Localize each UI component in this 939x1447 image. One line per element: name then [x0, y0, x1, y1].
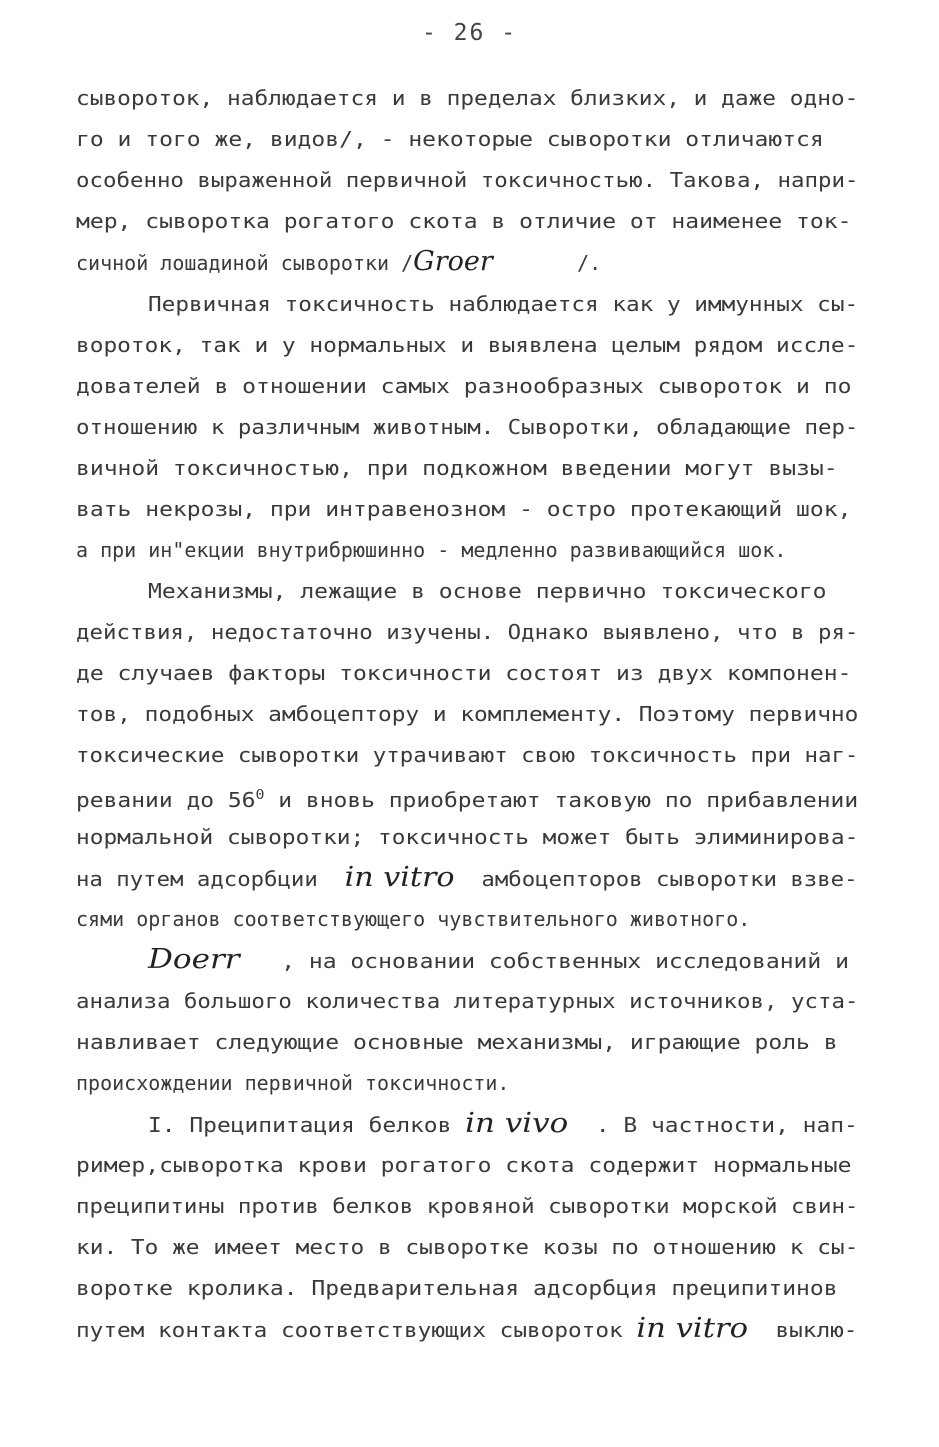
- line-text: дователей в отношении самых разнообразных сывороток и по: [76, 374, 852, 398]
- line-text: действия, недостаточно изучены. Однако выявлено, что в ря-: [76, 620, 859, 644]
- text-line: [76, 207, 851, 235]
- line-text: де случаев факторы токсичности состоят из двух компонен-: [76, 661, 852, 685]
- text-line: [148, 1110, 858, 1138]
- text-line: [76, 1069, 509, 1097]
- text-line: [76, 248, 601, 276]
- line-text: токсические сыворотки утрачивают свою токсичность при наг-: [76, 743, 859, 767]
- line-text: преципитины против белков кровяной сыворотки морской свин-: [76, 1194, 859, 1218]
- text-line: [76, 823, 858, 851]
- line-text: особенно выраженной первичной токсичностью. Такова, напри-: [76, 168, 859, 192]
- line-text: , на основании собственных исследований и: [239, 949, 849, 973]
- line-text: вичной токсичностью, при подкожном введении могут вызы-: [76, 456, 838, 480]
- line-text: анализа большого количества литературных источников, уста-: [76, 989, 859, 1013]
- text-line: [76, 536, 786, 564]
- text-line: [76, 125, 824, 153]
- line-text: отношению к различным животным. Сыворотки, обладающие пер-: [76, 415, 859, 439]
- line-text: сывороток, наблюдается и в пределах близких, и даже одно-: [76, 86, 859, 110]
- handwritten-insert: in vitro: [344, 862, 455, 893]
- line-text: сями органов соответствующего чувствительного животного.: [76, 907, 751, 931]
- line-text: Механизмы, лежащие в основе первично токсического: [148, 579, 827, 603]
- line-text: воротке кролика. Предварительная адсорбция преципитинов: [76, 1276, 838, 1300]
- text-line: [76, 1028, 838, 1056]
- line-text: вать некрозы, при интравенозном - остро протекающий шок,: [76, 497, 852, 521]
- text-line: [76, 741, 858, 769]
- text-line: [76, 782, 858, 810]
- line-text: амбоцепторов сыворотки взве-: [454, 867, 858, 891]
- text-line: [76, 1233, 858, 1261]
- text-line: [76, 331, 858, 359]
- line-text: нормальной сыворотки; токсичность может быть элиминирова-: [76, 825, 859, 849]
- text-line: [148, 946, 849, 974]
- text-line: [76, 1274, 838, 1302]
- text-line: [76, 987, 858, 1015]
- line-text: сичной лошадиной сыворотки /: [76, 251, 414, 275]
- text-line: [76, 454, 838, 482]
- handwritten-insert: in vivo: [465, 1108, 569, 1139]
- line-text: I. Преципитация белков: [148, 1113, 466, 1137]
- text-line: [76, 864, 858, 892]
- text-line: [76, 495, 851, 523]
- text-line: [76, 1151, 851, 1179]
- line-text: а при ин"екции внутрибрюшинно - медленно развивающийся шок.: [76, 538, 787, 562]
- line-text: мер, сыворотка рогатого скота в отличие от наименее ток-: [76, 209, 852, 233]
- line-text: тов, подобных амбоцептору и комплементу. Поэтому первично: [76, 702, 859, 726]
- line-text: на путем адсорбции: [76, 867, 345, 891]
- line-text: и вновь приобретают таковую по прибавлении: [264, 788, 859, 812]
- line-text: ример,сыворотка крови рогатого скота содержит нормальные: [76, 1153, 852, 1177]
- text-line: [76, 372, 851, 400]
- text-line: [76, 1315, 857, 1343]
- line-text: вороток, так и у нормальных и выявлена целым рядом иссле-: [76, 333, 859, 357]
- line-text: навливает следующие основные механизмы, играющие роль в: [76, 1030, 838, 1054]
- handwritten-insert: Doerr: [148, 944, 240, 975]
- text-line: [76, 1192, 858, 1220]
- text-line: [148, 577, 827, 605]
- handwritten-insert: Groer: [413, 246, 493, 277]
- text-line: [76, 700, 858, 728]
- text-line: [76, 413, 858, 441]
- line-text: путем контакта соответствующих сывороток: [76, 1318, 637, 1342]
- text-line: [76, 84, 858, 112]
- text-line: [76, 166, 858, 194]
- handwritten-insert: in vitro: [636, 1313, 749, 1344]
- superscript: 0: [255, 788, 265, 803]
- page-number: - 26 -: [421, 20, 518, 46]
- text-line: [76, 618, 858, 646]
- line-text: ки. То же имеет место в сыворотке козы по отношению к сы-: [76, 1235, 859, 1259]
- text-line: [76, 905, 750, 933]
- line-text: . В частности, нап-: [568, 1113, 858, 1137]
- line-text: го и того же, видов/, - некоторые сыворотки отличаются: [76, 127, 824, 151]
- text-line: [76, 659, 851, 687]
- line-text: ревании до 56: [76, 788, 256, 812]
- line-text: Первичная токсичность наблюдается как у иммунных сы-: [148, 292, 859, 316]
- line-text: выклю-: [748, 1318, 858, 1342]
- line-text: /.: [492, 251, 602, 275]
- line-text: происхождении первичной токсичности.: [76, 1071, 510, 1095]
- text-line: [148, 290, 858, 318]
